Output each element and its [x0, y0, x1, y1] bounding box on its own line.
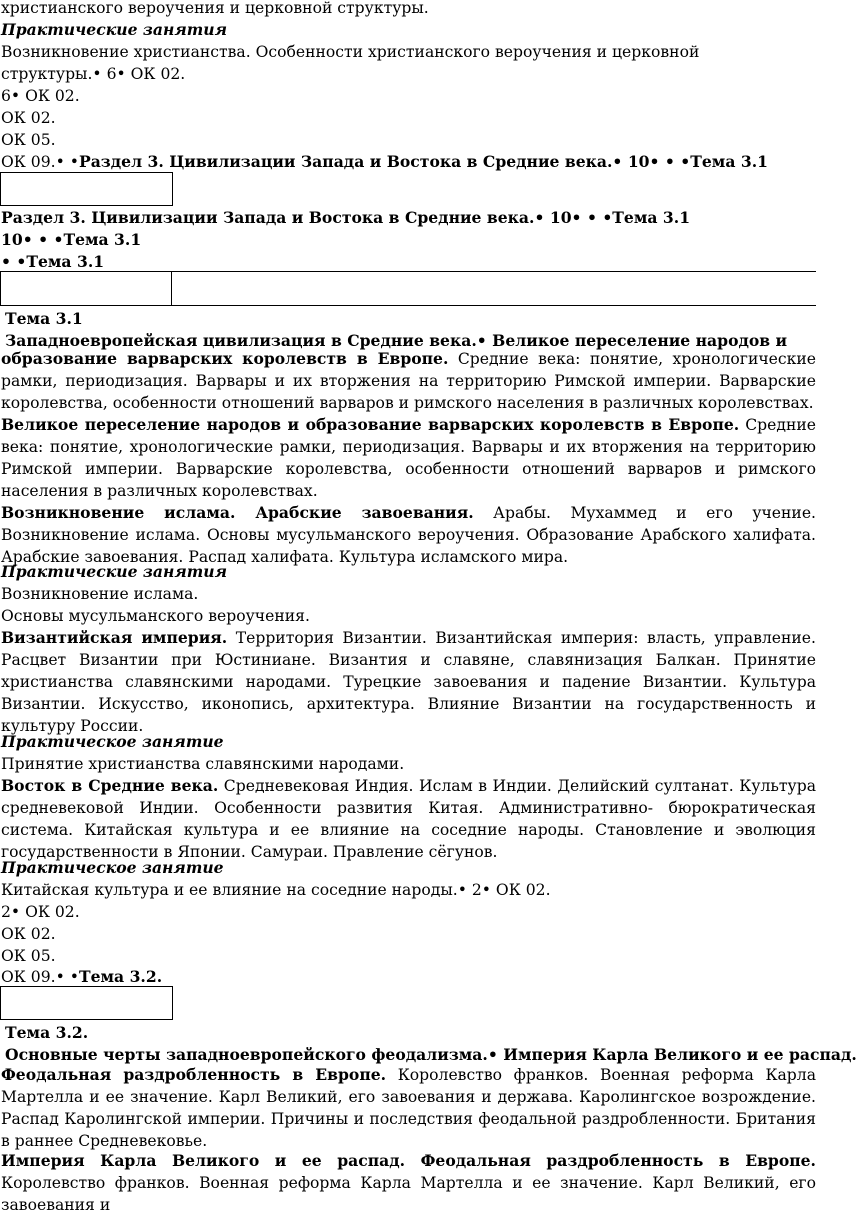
paragraph-text: Королевство франков. Военная реформа Карла Мартелла и ее значение. Карл Великий, его завоевания и [1, 1174, 816, 1215]
paragraph-lead: Византийская империя. [1, 628, 228, 647]
table-border-mid [171, 271, 172, 305]
paragraph-text: Территория Византии. Византийская империя: власть, управление. Расцвет Византии при Юстиниане. Византия и славяне, славянизация Балкан. Принятие христианства славянскими народами. Турецкие завоевания и падение Византии. Культура Византии. Искусство, иконопись, архитектура. Влияние Византии на государственность и культуру России. [1, 629, 816, 736]
text-line: ОК 05. [1, 947, 56, 965]
text-line: Возникновение ислама. [1, 585, 199, 603]
text-line [1, 207, 690, 229]
paragraph-lead: образование варварских королевств в Европе. [1, 349, 449, 368]
text-line: Основы мусульманского вероучения. [1, 607, 310, 625]
table-cell-empty [0, 986, 173, 1020]
text-line [1, 41, 816, 63]
practice-heading: Практические занятия [1, 562, 228, 581]
table-border-bottom [0, 305, 816, 306]
table-border-top [0, 271, 816, 272]
text-line: ОК 02. [1, 109, 56, 127]
table-cell-empty [0, 172, 173, 206]
paragraph [1, 627, 816, 737]
topic-title: Тема 3.2. [5, 1023, 89, 1042]
section-subheading [1, 561, 227, 583]
paragraph-text: Арабы. Мухаммед и его учение. Возникновение ислама. Основы мусульманского вероучения. Образование Арабского халифата. Арабские завоевания. Распад халифата. Культура исламского мира. [1, 504, 816, 567]
code-text: ОК 09.• • [1, 968, 79, 986]
paragraph-lead: Возникновение ислама. Арабские завоевания. [1, 503, 474, 522]
topic-heading [5, 1022, 88, 1044]
text-line [1, 251, 104, 273]
section-heading: 10• • •Тема 3.1 [1, 230, 142, 249]
text-line: христианского вероучения и церковной структуры. [1, 0, 429, 17]
text-line: 2• ОК 02. [1, 903, 80, 921]
table-border-left [0, 271, 1, 305]
paragraph-text: Королевство франков. Военная реформа Карла Мартелла и ее значение. Карл Великий, его завоевания и держава. Каролингское возрождение. Распад Каролингской империи. Причины и последствия феодальной раздробленности. Британия в раннее Средневековье. [1, 1066, 816, 1151]
paragraph-text: Средневековая Индия. Ислам в Индии. Делийский султанат. Культура средневековой Индии. Особенности развития Китая. Административно- бюрократическая система. Китайская культура и ее влияние на соседние народы. Становление и эволюция государственности в Японии. Самураи. Правление сёгунов. [1, 777, 816, 862]
topic-title: Тема 3.1 [5, 309, 83, 328]
section-heading: Раздел 3. Цивилизации Запада и Востока в Средние века.• 10• • •Тема 3.1 [78, 152, 769, 171]
section-heading: Раздел 3. Цивилизации Запада и Востока в Средние века.• 10• • •Тема 3.1 [1, 208, 691, 227]
section-subheading [1, 857, 224, 879]
text-line [1, 229, 141, 251]
practice-heading: Практическое занятие [1, 732, 224, 751]
paragraph-text: Средние века: понятие, хронологические рамки, периодизация. Варвары и их вторжения на территорию Римской империи. Варварские королевства, особенности отношений варваров и римского населения в различных королевствах. [1, 416, 816, 501]
code-text: ОК 09.• • [1, 153, 79, 171]
paragraph [1, 502, 816, 568]
practice-heading: Практическое занятие [1, 858, 224, 877]
text-line: структуры.• 6• ОК 02. [1, 65, 186, 83]
topic-subtitle: Западноевропейская цивилизация в Средние века.• Великое переселение народов и [5, 331, 788, 350]
paragraph-lead: Империя Карла Великого и ее распад. Феодальная раздробленность в Европе. [1, 1151, 816, 1170]
section-subheading [1, 19, 227, 41]
text-line: Принятие христианства славянскими народами. [1, 755, 405, 773]
text-line [1, 151, 768, 173]
topic-heading [5, 308, 83, 330]
paragraph [1, 775, 816, 863]
paragraph-text: Средние века: понятие, хронологические рамки, периодизация. Варвары и их вторжения на территорию Римской империи. Варварские королевства, особенности отношений варваров и римского населения в различных королевствах. [1, 350, 816, 413]
paragraph [1, 348, 816, 414]
text-line [5, 1044, 857, 1066]
paragraph [1, 414, 816, 502]
text-line [1, 966, 162, 988]
paragraph-lead: Великое переселение народов и образование варварских королевств в Европе. [1, 415, 740, 434]
text-line: ОК 02. [1, 925, 56, 943]
paragraph [1, 1064, 816, 1152]
section-heading: • •Тема 3.1 [1, 252, 105, 271]
section-subheading [1, 731, 224, 753]
justified-text: Возникновение христианства. Особенности христианского вероучения и церковной [1, 43, 700, 61]
topic-subtitle: Основные черты западноевропейского феодализма.• Империя Карла Великого и ее распад. [5, 1045, 857, 1064]
text-line: ОК 05. [1, 131, 56, 149]
paragraph-lead: Восток в Средние века. [1, 776, 219, 795]
text-line: Китайская культура и ее влияние на соседние народы.• 2• ОК 02. [1, 881, 551, 899]
topic-title: Тема 3.2. [78, 967, 163, 986]
text-line: 6• ОК 02. [1, 87, 80, 105]
paragraph-lead: Феодальная раздробленность в Европе. [1, 1065, 387, 1084]
practice-heading: Практические занятия [1, 20, 228, 39]
paragraph [1, 1150, 816, 1216]
